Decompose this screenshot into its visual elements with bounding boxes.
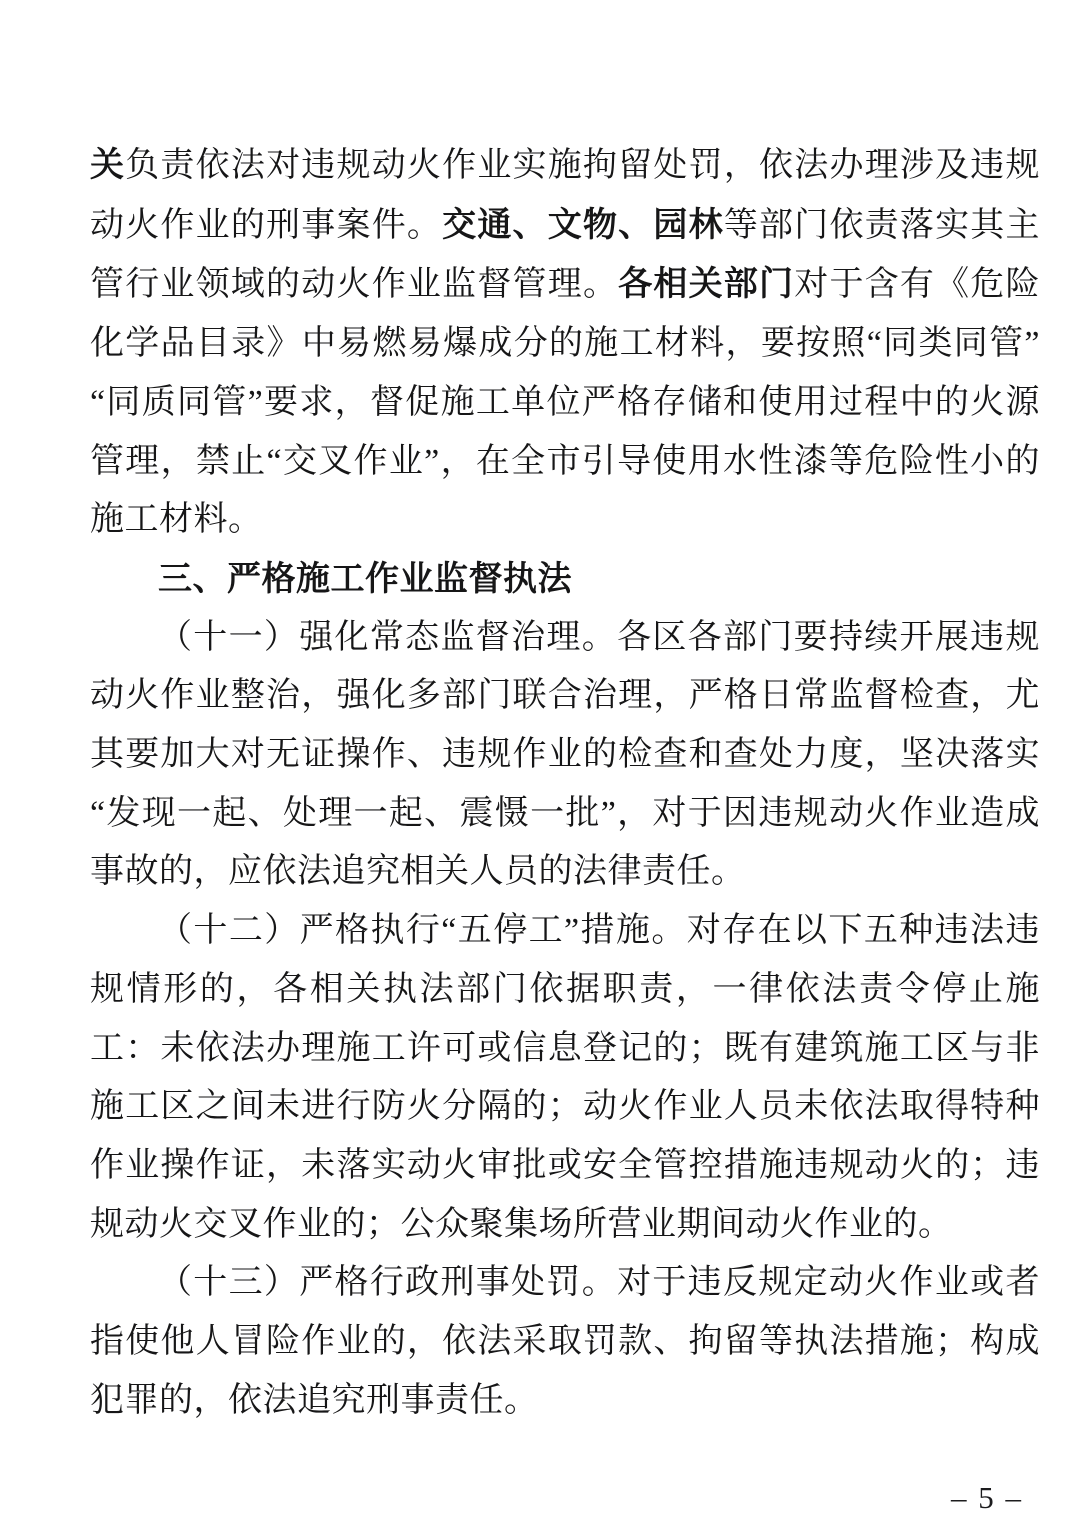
paragraph — [90, 609, 1040, 903]
text-segment-kai: （十一）强化常态监督治理。 — [158, 618, 618, 656]
text-segment-kai: （十三）严格行政刑事处罚。 — [158, 1264, 618, 1302]
page-number: – 5 – — [951, 1480, 1023, 1515]
text-segment-normal: 对于违反规定动火作业或者指使他人冒险作业的，依法采取罚款、拘留等执法措施；构成犯罪的，依法追究刑事责任。 — [90, 1264, 1040, 1419]
paragraph — [90, 1254, 1040, 1430]
text-segment-bold: 三、严格施工作业监督执法 — [158, 559, 572, 598]
paragraph — [90, 136, 1040, 550]
text-segment-kai: （十二）严格执行“五停工”措施。 — [158, 912, 687, 950]
paragraph — [90, 902, 1040, 1254]
text-segment-bold: 交通、文物、园林 — [442, 205, 724, 244]
text-segment-normal: 各区各部门要持续开展违规动火作业整治，强化多部门联合治理，严格日常监督检查，尤其要加大对无证操作、违规作业的检查和查处力度，坚决落实“发现一起、处理一起、震慑一批”，对于因违规动火作业造成事故的，应依法追究相关人员的法律责任。 — [90, 618, 1040, 891]
text-segment-bold: 各相关部门 — [618, 265, 795, 304]
text-segment-bold: 关 — [90, 146, 126, 184]
text-segment-normal: 对存在以下五种违法违规情形的，各相关执法部门依据职责，一律依法责令停止施工：未依法办理施工许可或信息登记的；既有建筑施工区与非施工区之间未进行防火分隔的；动火作业人员未依法取得特种作业操作证，未落实动火审批或安全管控措施违规动火的；违规动火交叉作业的；公众聚集场所营业期间动火作业的。 — [90, 912, 1040, 1243]
text-segment-normal: 负责依法对违规动火作业实施拘留处罚，依法办理涉及违规动火作业的刑事案件。 — [90, 147, 1041, 244]
text-segment-normal: 等部门依责落实其主管行业领域的动火作业监督管理。 — [90, 206, 1041, 304]
text-segment-normal: 对于含有《危险化学品目录》中易燃易爆成分的施工材料，要按照“同类同管”“同质同管”要求，督促施工单位严格存储和使用过程中的火源管理，禁止“交叉作业”，在全市引导使用水性漆等危险性小的施工材料。 — [90, 266, 1041, 539]
section-heading — [90, 550, 1040, 609]
document-body — [90, 136, 1040, 1430]
